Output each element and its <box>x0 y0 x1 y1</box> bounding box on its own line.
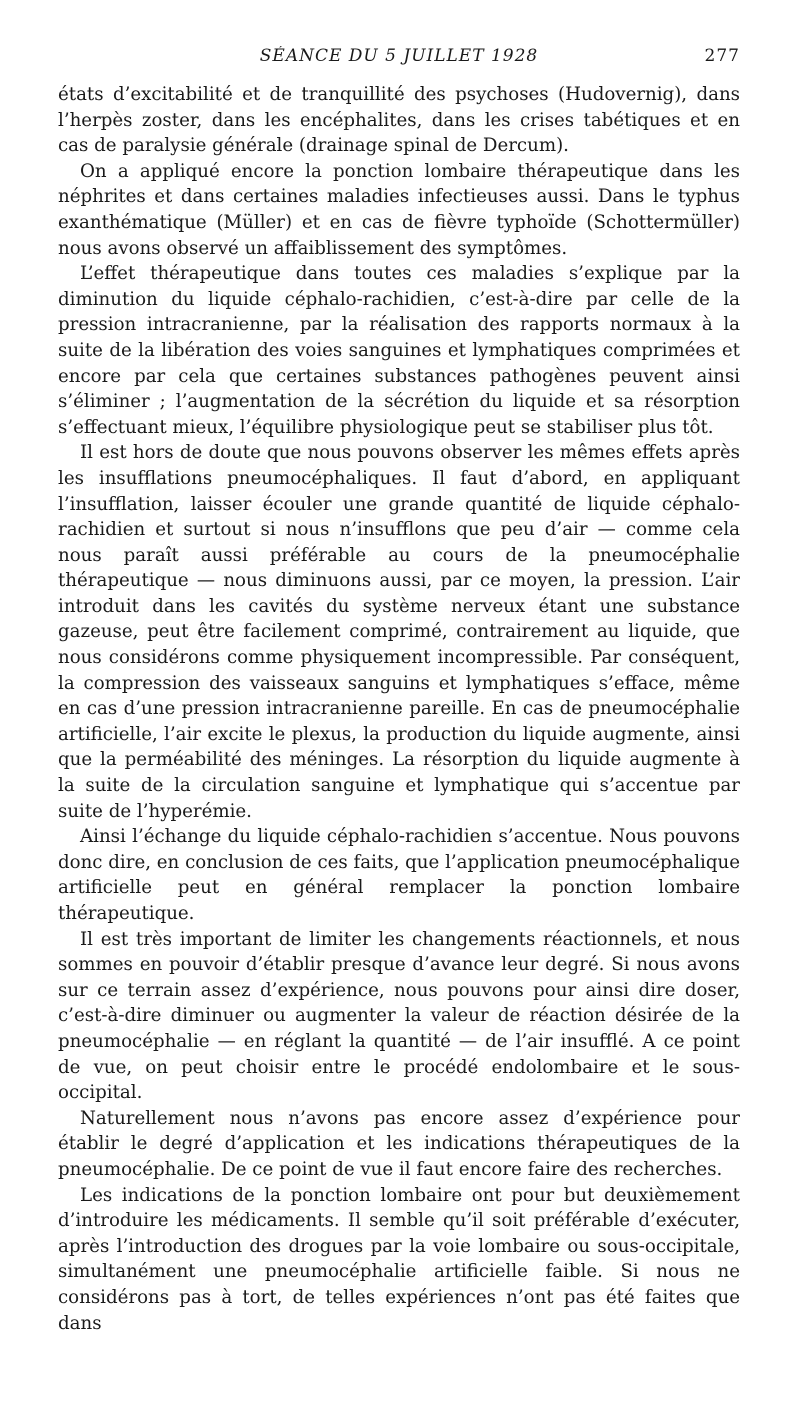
paragraph: Il est hors de doute que nous pouvons observer les mêmes effets après les insufflations pneumocéphaliques. Il faut d’abord, en appliquant l’insufflation, laisser écouler une grande quantité de liquide céphalo-rachidien et surtout si nous n’insufflons que peu d’air — comme cela nous paraît aussi préférable au cours de la pneumocéphalie thérapeutique — nous diminuons aussi, par ce moyen, la pression. L’air introduit dans les cavités du système nerveux étant une substance gazeuse, peut être facilement comprimé, contrairement au liquide, que nous considérons comme physiquement incompressible. Par conséquent, la compression des vaisseaux sanguins et lymphatiques s’efface, même en cas d’une pression intracranienne pareille. En cas de pneumocéphalie artificielle, l’air excite le plexus, la production du liquide augmente, ainsi que la perméabilité des méninges. La résorption du liquide augmente à la suite de la circulation sanguine et lymphatique qui s’accentue par suite de l’hyperémie. <box>58 442 740 822</box>
paragraph: Ainsi l’échange du liquide céphalo-rachidien s’accentue. Nous pouvons donc dire, en conclusion de ces faits, que l’application pneumocéphalique artificielle peut en général remplacer la ponction lombaire thérapeutique. <box>58 826 740 924</box>
paragraph: On a appliqué encore la ponction lombaire thérapeutique dans les néphrites et dans certaines maladies infectieuses aussi. Dans le typhus exanthématique (Müller) et en cas de fièvre typhoïde (Schottermüller) nous avons observé un affaiblissement des symptômes. <box>58 160 740 259</box>
paragraph: Naturellement nous n’avons pas encore assez d’expérience pour établir le degré d’application et les indications thérapeutiques de la pneumocéphalie. De ce point de vue il faut encore faire des recherches. <box>58 1107 740 1180</box>
paragraph: Il est très important de limiter les changements réactionnels, et nous sommes en pouvoir d’établir presque d’avance leur degré. Si nous avons sur ce terrain assez d’expérience, nous pouvons pour ainsi dire doser, c’est-à-dire diminuer ou augmenter la valeur de réaction désirée de la pneumocéphalie — en réglant la quantité — de l’air insufflé. A ce point de vue, on peut choisir entre le procédé endolombaire et le sous-occipital. <box>58 928 740 1104</box>
page-number: 277 <box>704 46 740 66</box>
paragraph-continued: états d’excitabilité et de tranquillité des psychoses (Hudovernig), dans l’herpès zoster, dans les encéphalites, dans les crises tabétiques et en cas de paralysie générale (drainage spinal de Dercum). <box>58 84 740 157</box>
running-title: SÉANCE DU 5 JUILLET 1928 <box>259 46 539 66</box>
paragraph: L’effet thérapeutique dans toutes ces maladies s’explique par la diminution du liquide céphalo-rachidien, c’est-à-dire par celle de la pression intracranienne, par la réalisation des rapports normaux à la suite de la libération des voies sanguines et lymphatiques comprimées et encore par cela que certaines substances pathogènes peuvent ainsi s’éliminer ; l’augmentation de la sécrétion du liquide et sa résorption s’effectuant mieux, l’équilibre physiologique peut se stabiliser plus tôt. <box>58 263 740 438</box>
paragraph: Les indications de la ponction lombaire ont pour but deuxièmement d’introduire les médicaments. Il semble qu’il soit préférable d’exécuter, après l’introduction des drogues par la voie lombaire ou sous-occipitale, simultanément une pneumocéphalie artificielle faible. Si nous ne considérons pas à tort, de telles expériences n’ont pas été faites que dans <box>58 1184 740 1334</box>
running-header <box>58 46 740 76</box>
book-page <box>58 46 740 1406</box>
body-text <box>58 82 740 1336</box>
